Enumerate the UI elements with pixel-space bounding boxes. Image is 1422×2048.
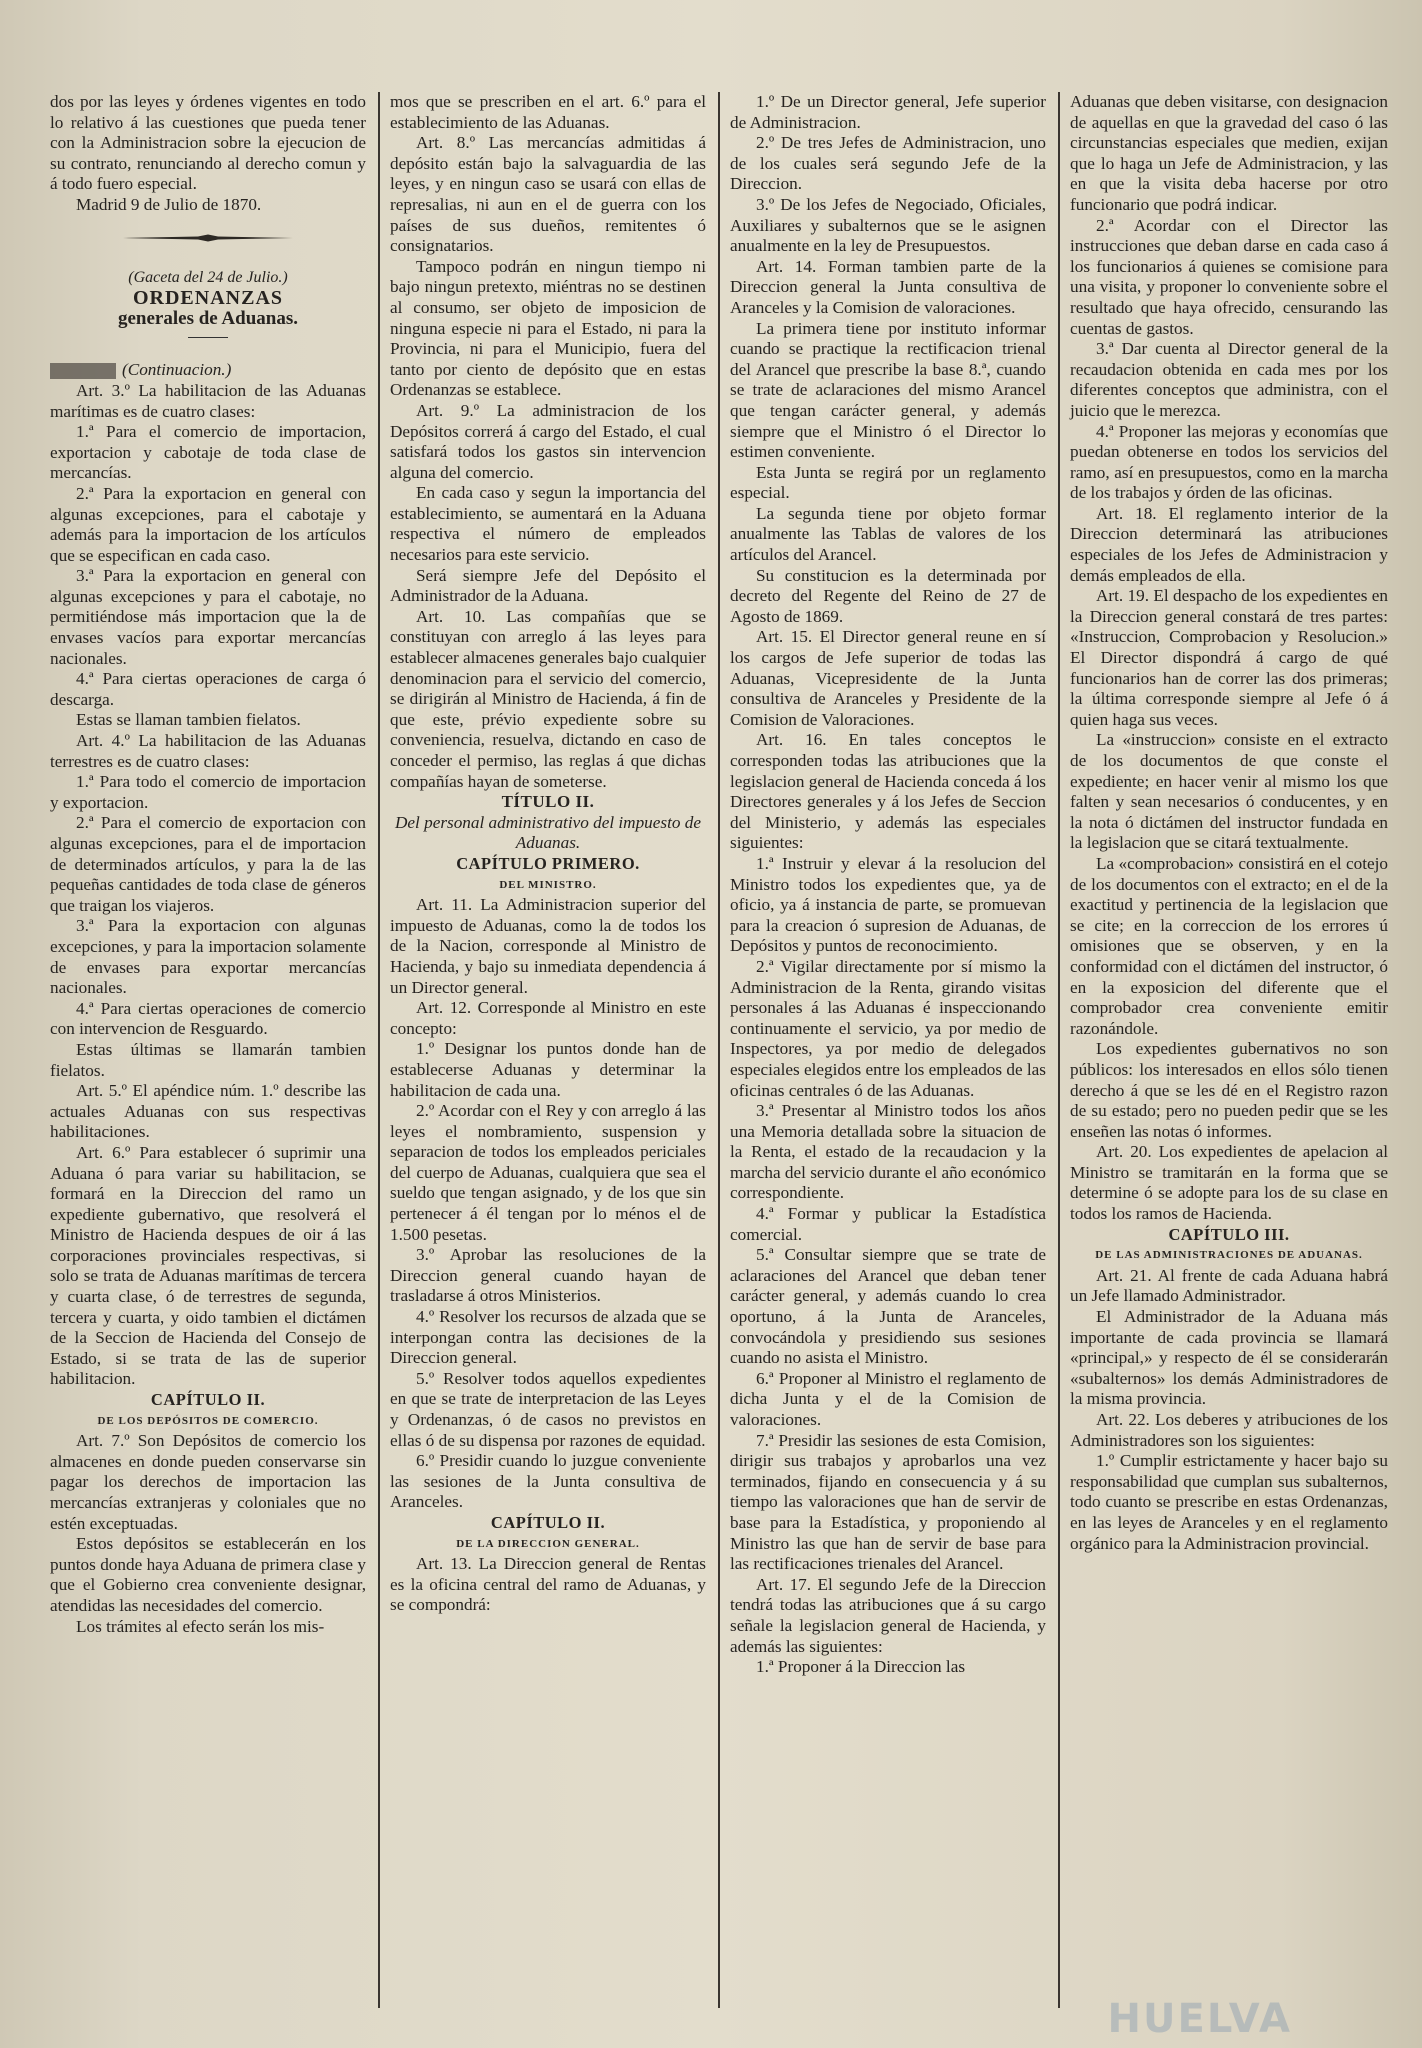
chapter-subheading: DE LA DIRECCION GENERAL.: [456, 1537, 640, 1550]
column-4: [1060, 92, 1400, 2008]
paragraph: 6.ª Proponer al Ministro el reglamento de dicha Junta y el de la Comision de valoraciones.: [730, 1368, 1046, 1429]
paragraph: Art. 7.º Son Depósitos de comercio los almacenes en donde pueden conservarse sin pagar los derechos de importacion las mercancías extranjeras y coloniales que no estén exceptuadas.: [50, 1431, 366, 1533]
paragraph: Art. 17. El segundo Jefe de la Direccion tendrá todas las atribuciones que á su cargo señale la legislacion general de Hacienda, y además las siguientes:: [730, 1574, 1046, 1656]
chapter-heading: CAPÍTULO PRIMERO.: [456, 853, 640, 873]
paragraph: Los trámites al efecto serán los mis-: [76, 1616, 325, 1636]
paragraph: 1.º Cumplir estrictamente y hacer bajo su responsabilidad que cumplan sus subalternos, todo cuanto se prescribe en estas Ordenanzas, en las leyes de Aranceles y en el reglamento orgánico para la Administracion provincial.: [1070, 1451, 1388, 1553]
paragraph: 4.ª Para ciertas operaciones de comercio con intervencion de Resguardo.: [50, 998, 366, 1039]
paragraph: 6.º Presidir cuando lo juzgue conveniente las sesiones de la Junta consultiva de Aranceles.: [390, 1451, 706, 1512]
paragraph: Art. 21. Al frente de cada Aduana habrá un Jefe llamado Administrador.: [1070, 1265, 1388, 1306]
ornamental-rule: [123, 234, 293, 242]
paragraph: 3.ª Para la exportacion con algunas excepciones, y para la importacion solamente de envases para exportar mercancías nacionales.: [50, 916, 366, 998]
paragraph: Art. 13. La Direccion general de Rentas es la oficina central del ramo de Aduanas, y se compondrá:: [390, 1554, 706, 1615]
paragraph: Art. 19. El despacho de los expedientes en la Direccion general constará de tres partes: «Instruccion, Comprobacion y Resolucion.» El Director dispondrá á cargo de qué funcionarios han de correr las dos primeras; la última corresponde siempre al Jefe ó á quien haga sus veces.: [1070, 586, 1388, 729]
paragraph: Art. 15. El Director general reune en sí los cargos de Jefe superior de todas las Aduanas, Vicepresidente de la Junta consultiva de Aranceles y Presidente de la Comision de Valoraciones.: [730, 627, 1046, 729]
paragraph: Art. 14. Forman tambien parte de la Direccion general la Junta consultiva de Aranceles y la Comision de valoraciones.: [730, 256, 1046, 317]
paragraph: 1.º De un Director general, Jefe superior de Administracion.: [730, 92, 1046, 132]
paragraph: Su constitucion es la determinada por decreto del Regente del Reino de 27 de Agosto de 1869.: [730, 565, 1046, 626]
column-1: [40, 92, 380, 2008]
paragraph: 2.ª Para la exportacion en general con algunas excepciones, para el cabotaje y además para la importacion de los artículos que se especifican en cada caso.: [50, 483, 366, 565]
paragraph: Art. 12. Corresponde al Ministro en este concepto:: [390, 998, 706, 1038]
paragraph: Art. 22. Los deberes y atribuciones de los Administradores son los siguientes:: [1070, 1410, 1388, 1450]
ink-stamp: [50, 363, 116, 379]
paragraph: 3.ª Presentar al Ministro todos los años una Memoria detallada sobre la situacion de la Renta, el estado de la recaudacion y la marcha del servicio durante el año económico correspondiente.: [730, 1101, 1046, 1203]
paragraph: Esta Junta se regirá por un reglamento especial.: [730, 462, 1046, 503]
paragraph: 1.ª Para todo el comercio de importacion y exportacion.: [50, 772, 366, 812]
chapter-heading: CAPÍTULO III.: [1168, 1224, 1290, 1244]
paragraph: Estas se llaman tambien fielatos.: [76, 710, 301, 730]
paragraph: 1.º Designar los puntos donde han de establecerse Aduanas y determinar la habilitacion de cada una.: [390, 1039, 706, 1100]
paragraph: mos que se prescriben en el art. 6.º para el establecimiento de las Aduanas.: [390, 92, 706, 132]
paragraph: Art. 6.º Para establecer ó suprimir una Aduana ó para variar su habilitacion, se formará en la Direccion del ramo un expediente gubernativo, que resolverá el Ministro de Hacienda despues de oir á las corporaciones provinciales respectivas, si solo se trata de Aduanas marítimas de tercera y cuarta clase, ó de terrestres de segunda, tercera y cuarta, y oido tambien el dictámen de la Seccion de Hacienda del Consejo de Estado, si se trata de las de superior habilitacion.: [50, 1142, 366, 1389]
title-heading: TÍTULO II.: [501, 792, 595, 812]
paragraph: Art. 5.º El apéndice núm. 1.º describe las actuales Aduanas con sus respectivas habilitaciones.: [50, 1081, 366, 1142]
paragraph: 4.ª Proponer las mejoras y economías que puedan obtenerse en todos los servicios del ramo, así en presupuestos, como en la marcha de los trabajos y órden de las oficinas.: [1070, 421, 1388, 503]
paragraph: 4.ª Formar y publicar la Estadística comercial.: [730, 1204, 1046, 1244]
chapter-subheading: DE LAS ADMINISTRACIONES DE ADUANAS.: [1095, 1249, 1363, 1262]
paragraph: El Administrador de la Aduana más importante de cada provincia se llamará «principal,» y respecto de él se considerarán «subalternos» los demás Administradores de la misma provincia.: [1070, 1307, 1388, 1409]
paragraph: 2.º De tres Jefes de Administracion, uno de los cuales será segundo Jefe de la Direccion.: [730, 133, 1046, 194]
gaceta-note: (Gaceta del 24 de Julio.): [128, 268, 288, 286]
paragraph: 2.º Acordar con el Rey y con arreglo á las leyes el nombramiento, suspension y separacion de todos los empleados periciales del cuerpo de Aduanas, cualquiera que sea el sueldo que tengan asignado, y de los que sin pertenecer á él tengan por lo ménos el de 1.500 pesetas.: [390, 1101, 706, 1244]
paragraph: Estas últimas se llamarán tambien fielatos.: [50, 1039, 366, 1080]
paragraph: dos por las leyes y órdenes vigentes en todo lo relativo á las cuestiones que pueda tener con la Administracion sobre la ejecucion de su contrato, renunciando al derecho comun y á todo fuero especial.: [50, 92, 366, 194]
paragraph: 7.ª Presidir las sesiones de esta Comision, dirigir sus trabajos y aprobarlos una vez terminados, fijando en consecuencia y á su tiempo las valoraciones que han de servir de base para la Estadística, y proponiendo al Ministro las que han de servir de base para las rectificaciones trienales del Arancel.: [730, 1430, 1046, 1574]
paragraph: En cada caso y segun la importancia del establecimiento, se aumentará en la Aduana respectiva el número de empleados necesarios para este servicio.: [390, 483, 706, 565]
paragraph: 1.ª Para el comercio de importacion, exportacion y cabotaje de toda clase de mercancías.: [50, 422, 366, 483]
column-2: [380, 92, 720, 2008]
paragraph: Estos depósitos se establecerán en los puntos donde haya Aduana de primera clase y que el Gobierno crea conveniente designar, atendidas las necesidades del comercio.: [50, 1534, 366, 1615]
paragraph: La «instruccion» consiste en el extracto de los documentos de que conste el expediente; en hacer venir al mismo los que falten y sean necesarios ó conducentes, y en la nota ó dictámen del instructor fundada en la legislacion que se citará textualmente.: [1070, 730, 1388, 853]
paragraph: Art. 18. El reglamento interior de la Direccion determinará las atribuciones especiales de los Jefes de Administracion y demás empleados de ella.: [1070, 503, 1388, 585]
paragraph: 2.ª Para el comercio de exportacion con algunas excepciones, para el de importacion de determinados artículos, y para la de las pequeñas cantidades de toda clase de géneros que traigan los viajeros.: [50, 813, 366, 915]
continuation-note: (Continuacion.): [50, 360, 366, 381]
chapter-heading: CAPÍTULO II.: [490, 1512, 606, 1532]
paragraph: La «comprobacion» consistirá en el cotejo de los documentos con el extracto; en el de la exactitud y pertinencia de la legislacion que se cite; en la correccion de los errores ú omisiones que se observen, y en la conformidad con el dictámen del instructor, ó en la exposicion del diferente que el comprobador crea conveniente emitir razonándole.: [1070, 853, 1388, 1038]
dateline: Madrid 9 de Julio de 1870.: [76, 194, 262, 214]
paragraph: La primera tiene por instituto informar cuando se practique la rectificacion trienal del Arancel que prescribe la base 8.ª, cuando se trate de aclaraciones del mismo Arancel que tengan carácter general, y además siempre que el Ministro ó el Director lo estimen conveniente.: [730, 318, 1046, 462]
paragraph: Art. 9.º La administracion de los Depósitos correrá á cargo del Estado, el cual satisfará todos los gastos sin intervencion alguna del comercio.: [390, 400, 706, 482]
paragraph: 5.ª Consultar siempre que se trate de aclaraciones del Arancel que deban tener carácter general, y además cuando lo crea oportuno, á la Junta de Aranceles, convocándola y presidiendo sus sesiones cuando no asista el Ministro.: [730, 1245, 1046, 1368]
paragraph: 4.ª Para ciertas operaciones de carga ó descarga.: [50, 669, 366, 709]
divider: [188, 337, 228, 338]
paragraph: 2.ª Acordar con el Director las instrucciones que deban darse en cada caso á los funcionarios á quienes se comisione para una visita, y proponer lo conveniente sobre el resultado que haya ofrecido, censurando las cuentas de gastos.: [1070, 215, 1388, 338]
chapter-subheading: DEL MINISTRO.: [499, 878, 597, 891]
chapter-subheading: DE LOS DEPÓSITOS DE COMERCIO.: [97, 1414, 319, 1427]
paragraph: 1.ª Proponer á la Direccion las: [756, 1657, 966, 1677]
paragraph: 4.º Resolver los recursos de alzada que se interpongan contra las decisiones de la Direccion general.: [390, 1307, 706, 1368]
paragraph: Art. 11. La Administracion superior del impuesto de Aduanas, como la de todos los de la Nacion, corresponde al Ministro de Hacienda, y bajo su inmediata dependencia á un Director general.: [390, 895, 706, 997]
paragraph: 1.ª Instruir y elevar á la resolucion del Ministro todos los expedientes que, ya de oficio, ya á instancia de parte, se promuevan para la creacion ó supresion de Aduanas, de Depósitos y puntos de reconocimiento.: [730, 853, 1046, 956]
text-columns: [40, 92, 1400, 2008]
paragraph: 3.ª Para la exportacion en general con algunas excepciones y para el cabotaje, no permitiéndose más importacion que la de envases vacíos para exportar mercancías nacionales.: [50, 566, 366, 668]
paragraph: Tampoco podrán en ningun tiempo ni bajo ningun pretexto, miéntras no se destinen al consumo, ser objeto de imposicion de ninguna especie ni para el Estado, ni para la Provincia, ni para el Municipio, fuera del tanto por ciento de depósito que en estas Ordenanzas se establece.: [390, 256, 706, 400]
chapter-heading: CAPÍTULO II.: [150, 1390, 266, 1410]
paragraph: 3.º Aprobar las resoluciones de la Direccion general cuando hayan de trasladarse á otros Ministerios.: [390, 1245, 706, 1306]
paragraph: 5.º Resolver todos aquellos expedientes en que se trate de interpretacion de las Leyes y Ordenanzas, ó de casos no previstos en ellas ó de su dispensa por razones de equidad.: [390, 1368, 706, 1450]
paragraph: Será siempre Jefe del Depósito el Administrador de la Aduana.: [390, 565, 706, 606]
paragraph: Art. 4.º La habilitacion de las Aduanas terrestres es de cuatro clases:: [50, 731, 366, 771]
paragraph: Art. 16. En tales conceptos le corresponden todas las atribuciones que la legislacion general de Hacienda conceda á los Directores generales y á los Jefes de Seccion del Ministerio, y además las especiales siguientes:: [730, 730, 1046, 853]
archive-watermark: HUELVA: [1107, 1996, 1292, 2042]
paragraph: 2.ª Vigilar directamente por sí mismo la Administracion de la Renta, girando visitas personales á las Aduanas é inspeccionando continuamente el servicio, ya por medio de Inspectores, ya por medio de delegados especiales elegidos entre los empleados de las oficinas centrales ó de las Aduanas.: [730, 956, 1046, 1100]
paragraph: Art. 3.º La habilitacion de las Aduanas marítimas es de cuatro clases:: [50, 380, 366, 421]
paragraph: Art. 8.º Las mercancías admitidas á depósito están bajo la salvaguardia de las leyes, y en ningun caso se usará con ellas de represalias, ni aun en el de guerra con los países de sus dueños, remitentes ó consignatarios.: [390, 133, 706, 256]
section-title: ORDENANZAS: [132, 287, 284, 310]
section-subtitle: generales de Aduanas.: [118, 307, 298, 329]
paragraph: La segunda tiene por objeto formar anualmente las Tablas de valores de los artículos del Arancel.: [730, 503, 1046, 565]
paragraph: 3.ª Dar cuenta al Director general de la recaudacion obtenida en cada mes por los diferentes conceptos que administra, con el juicio que le merezca.: [1070, 339, 1388, 420]
paragraph: Art. 10. Las compañías que se constituyan con arreglo á las leyes para establecer almacenes generales bajo cualquier denominacion para el servicio del comercio, se dirigirán al Ministro de Hacienda, á fin de que este, prévio expediente sobre su conveniencia, resuelva, dictando en caso de conceder el permiso, las reglas á que dichas compañías hayan de someterse.: [390, 606, 706, 791]
title-subheading: Del personal administrativo del impuesto de Aduanas.: [394, 812, 701, 853]
paragraph: Art. 20. Los expedientes de apelacion al Ministro se tramitarán en la forma que se determine ó se adopte para los de su clase en todos los ramos de Hacienda.: [1070, 1142, 1388, 1224]
paragraph: 3.º De los Jefes de Negociado, Oficiales, Auxiliares y subalternos que se le asignen anualmente en la ley de Presupuestos.: [730, 194, 1046, 256]
paragraph: Aduanas que deben visitarse, con designacion de aquellas en que la gravedad del caso ó las circunstancias especiales que medien, exijan que lo haga un Jefe de Administracion, y las en que la visita deba hacerse por otro funcionario que podrá indicar.: [1070, 92, 1388, 214]
column-3: [720, 92, 1060, 2008]
paragraph: Los expedientes gubernativos no son públicos: los interesados en ellos sólo tienen derecho á que se les dé en el Registro razon de su estado; pero no pueden pedir que se les enseñen las notas ó informes.: [1070, 1039, 1388, 1141]
